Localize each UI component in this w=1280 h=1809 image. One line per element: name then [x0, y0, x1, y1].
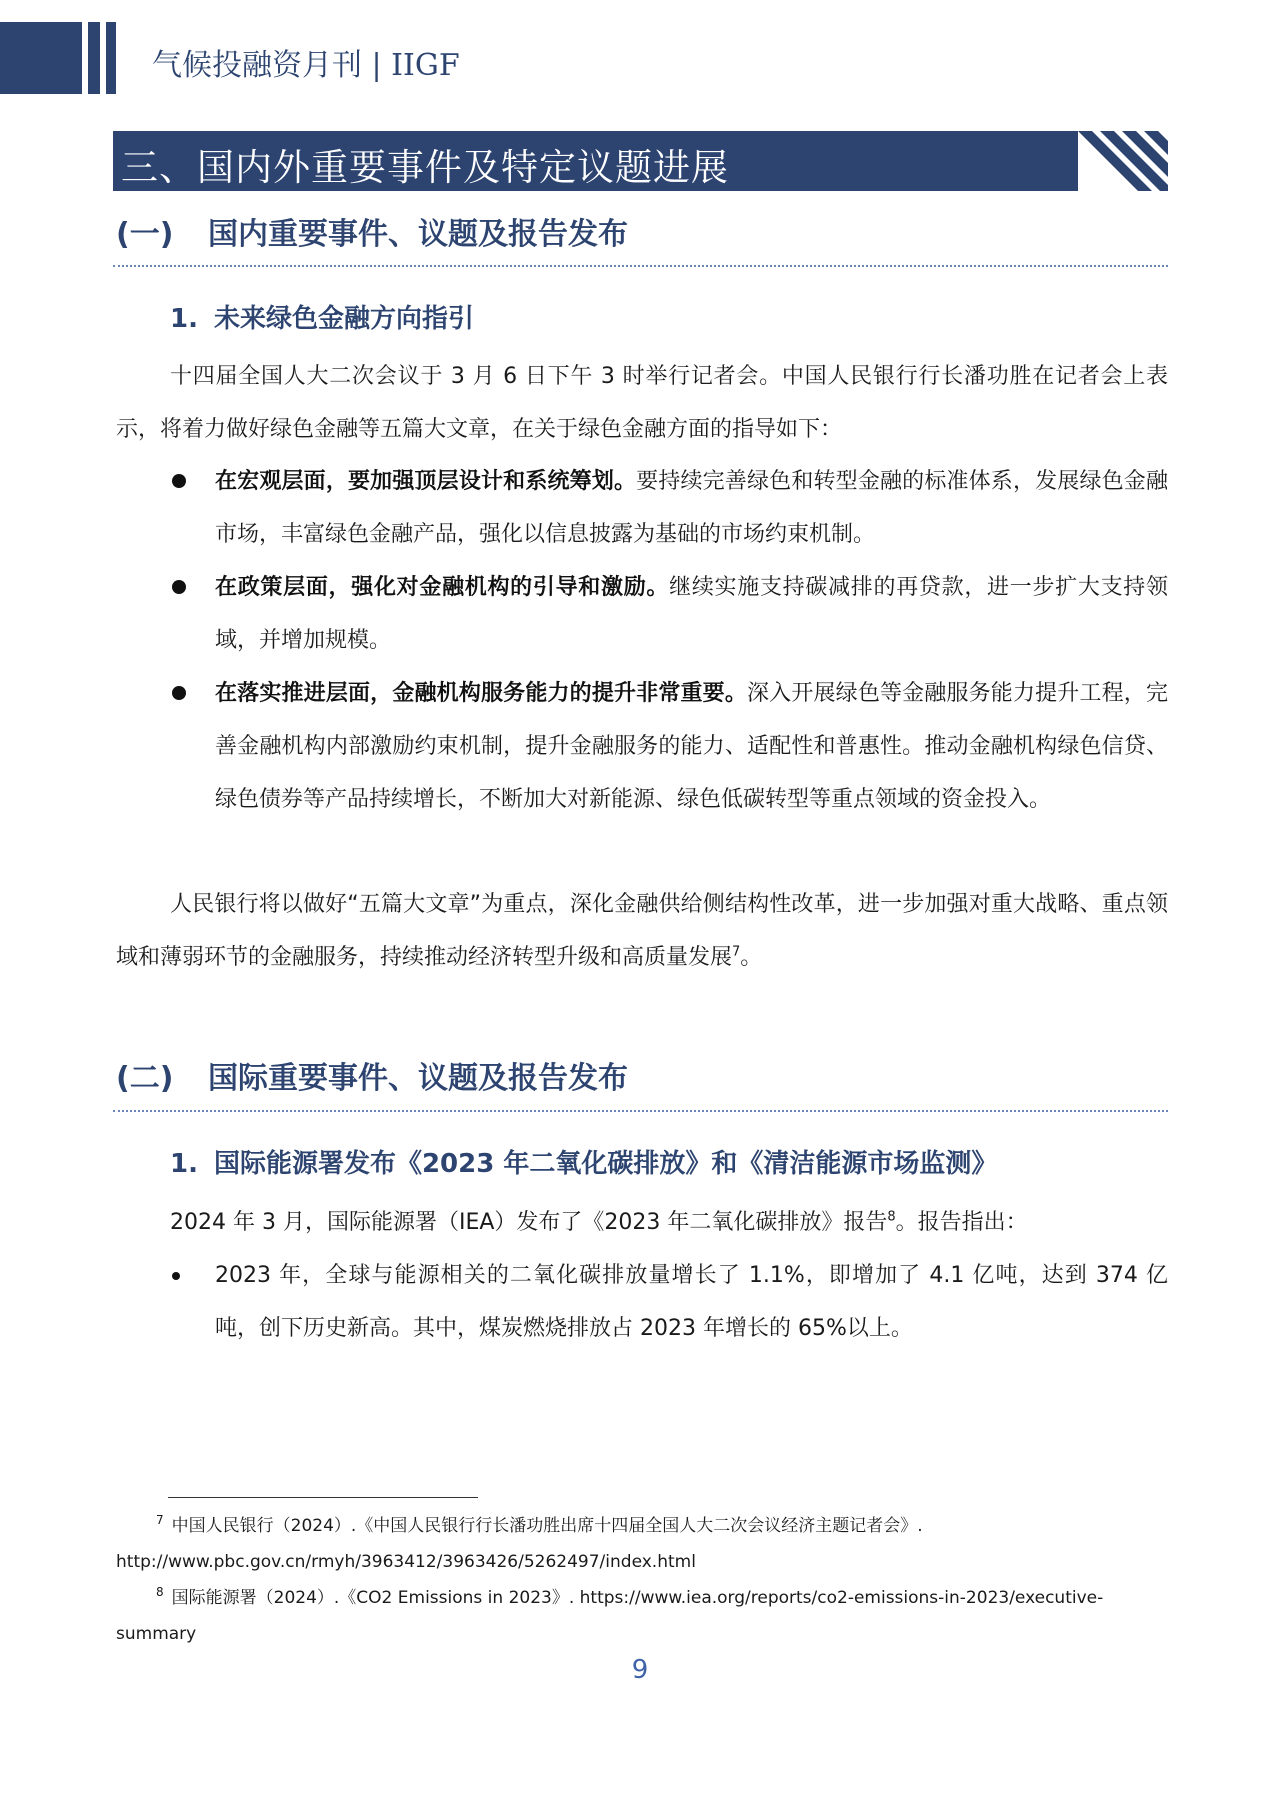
- bullet-marker: [172, 1272, 180, 1280]
- footnote-separator: [168, 1497, 478, 1498]
- logo-bar-1: [88, 22, 100, 94]
- subsection-title: 国际重要事件、议题及报告发布: [208, 1061, 628, 1096]
- header-title: 气候投融资月刊 | IIGF: [152, 48, 460, 83]
- bullet-bold-lead: 在政策层面，强化对金融机构的引导和激励。: [215, 575, 670, 600]
- bullet-item: [215, 561, 1168, 667]
- bullet-marker: [172, 580, 186, 594]
- closing-text: 人民银行将以做好“五篇大文章”为重点，深化金融供给侧结构性改革，进一步加强对重大战略、重点领域和薄弱环节的金融服务，持续推动经济转型升级和高质量发展: [116, 892, 1168, 970]
- subsection-heading-international: [116, 1053, 628, 1097]
- section-title: 三、国内外重要事件及特定议题进展: [121, 146, 729, 189]
- footnote-ref-8[interactable]: 8: [887, 1209, 896, 1225]
- closing-paragraph: [116, 878, 1168, 984]
- item-number: 1.: [170, 1149, 198, 1179]
- subsection-number: (二): [116, 1061, 174, 1096]
- bullet-body: 继续实施支持碳减排的再贷款，进一步扩大支持领域，并增加规模。: [215, 575, 1168, 653]
- footnote-text: 中国人民银行（2024）.《中国人民银行行长潘功胜出席十四届全国人大二次会议经济主题记者会》. http://www.pbc.gov.cn/rmyh/3963412/3963426/5262497/index.html: [116, 1516, 923, 1572]
- bullet-item: [215, 667, 1168, 826]
- logo-bar-2: [106, 22, 116, 94]
- footnote-mark: 7: [156, 1513, 164, 1528]
- bullet-bold-lead: 在落实推进层面，金融机构服务能力的提升非常重要。: [215, 681, 747, 706]
- dotted-divider: [113, 1110, 1168, 1112]
- bullet-item: 2023 年，全球与能源相关的二氧化碳排放量增长了 1.1%，即增加了 4.1 亿吨，达到 374 亿吨，创下历史新高。其中，煤炭燃烧排放占 2023 年增长的 65%以上。: [215, 1263, 1168, 1341]
- footnote-ref-7[interactable]: 7: [732, 944, 741, 960]
- iea-intro-text: 2024 年 3 月，国际能源署（IEA）发布了《2023 年二氧化碳排放》报告: [170, 1210, 888, 1235]
- item-title: 国际能源署发布《2023 年二氧化碳排放》和《清洁能源市场监测》: [213, 1149, 998, 1179]
- page-number: 9: [631, 1655, 649, 1685]
- item-heading-green-finance: [170, 298, 474, 335]
- iea-intro-end: 。报告指出：: [895, 1210, 1028, 1235]
- footnote-text: 国际能源署（2024）.《CO2 Emissions in 2023》. https://www.iea.org/reports/co2-emissions-in-2023/executive-summary: [116, 1588, 1104, 1644]
- footnote-7: [116, 1508, 1168, 1580]
- item-number: 1.: [170, 304, 198, 334]
- subsection-heading-domestic: [116, 209, 628, 253]
- bullet-marker: [172, 474, 186, 488]
- section-banner: [113, 131, 1168, 191]
- bullet-body: 要持续完善绿色和转型金融的标准体系，发展绿色金融市场，丰富绿色金融产品，强化以信息披露为基础的市场约束机制。: [215, 469, 1168, 547]
- bullet-bold-lead: 在宏观层面，要加强顶层设计和系统筹划。: [215, 469, 637, 494]
- item-heading-iea-report: [170, 1143, 997, 1180]
- iea-intro-paragraph: [116, 1196, 1168, 1249]
- subsection-title: 国内重要事件、议题及报告发布: [208, 217, 628, 252]
- bullet-body: 深入开展绿色等金融服务能力提升工程，完善金融机构内部激励约束机制，提升金融服务的能力、适配性和普惠性。推动金融机构绿色信贷、绿色债券等产品持续增长，不断加大对新能源、绿色低碳转型等重点领域的资金投入。: [215, 681, 1168, 812]
- intro-paragraph: 十四届全国人大二次会议于 3 月 6 日下午 3 时举行记者会。中国人民银行行长潘功胜在记者会上表示，将着力做好绿色金融等五篇大文章，在关于绿色金融方面的指导如下：: [116, 364, 1168, 442]
- footnote-mark: 8: [156, 1585, 164, 1600]
- item-title: 未来绿色金融方向指引: [213, 304, 474, 334]
- dotted-divider: [113, 265, 1168, 267]
- banner-stripes-decoration: [1078, 131, 1168, 191]
- closing-end: 。: [740, 945, 763, 970]
- bullet-item: [215, 455, 1168, 561]
- bullet-marker: [172, 686, 186, 700]
- footnote-8: [116, 1580, 1168, 1652]
- subsection-number: (一): [116, 217, 174, 252]
- logo-bar-wide: [0, 22, 82, 94]
